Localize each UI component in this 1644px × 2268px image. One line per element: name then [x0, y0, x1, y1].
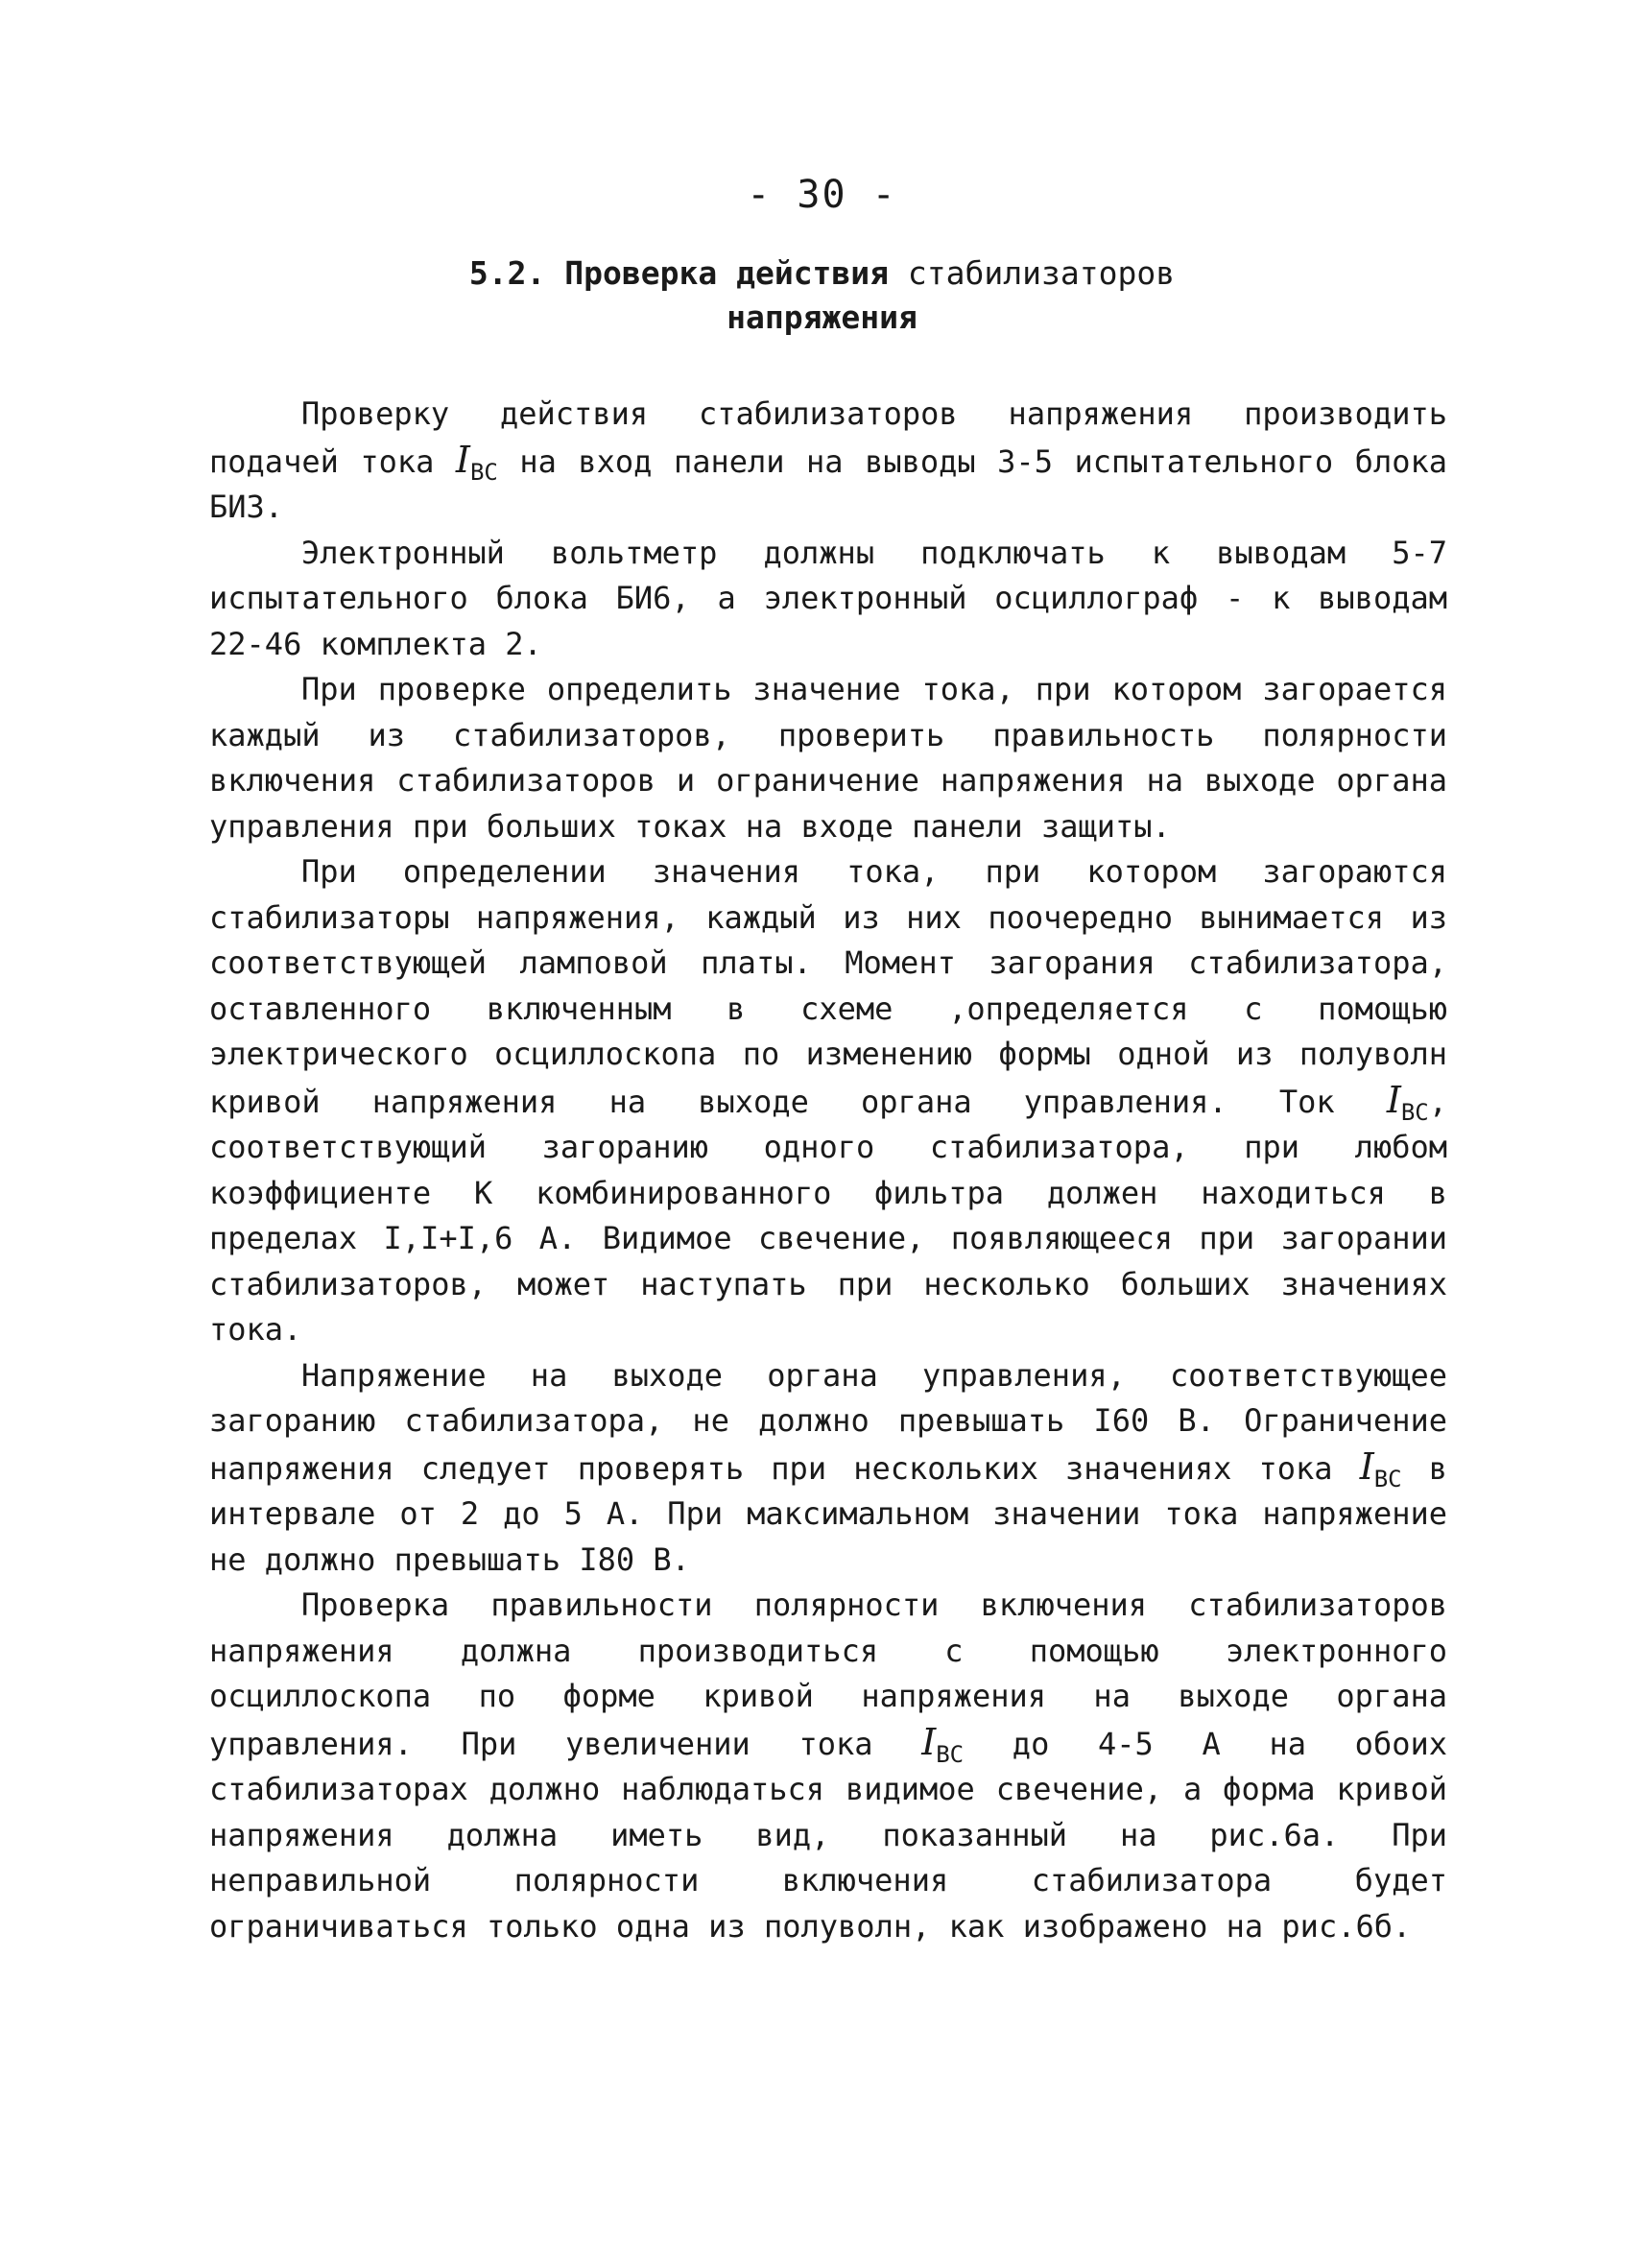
paragraph-4	[209, 849, 1447, 1353]
paragraph-4-part-b: , соответствующий загоранию одного стабилизатора, при любом коэффициенте К комбинированного фильтра должен находиться в пределах I,I+I,6 А. Видимое свечение, появляющееся при загорании стабилизаторов, может наступать при несколько больших значениях тока.	[209, 1083, 1447, 1348]
heading-title-bold: Проверка действия	[564, 254, 890, 292]
paragraph-3: При проверке определить значение тока, при котором загорается каждый из стабилизаторов, проверить правильность полярности включения стабилизаторов и ограничение напряжения на выходе органа управления при больших токах на входе панели защиты.	[209, 671, 1447, 845]
current-subscript: ВС	[1400, 1098, 1429, 1126]
current-symbol: I	[455, 438, 470, 481]
paragraph-1-part-b: на вход панели на выводы 3-5 испытательного блока БИЗ.	[209, 442, 1447, 525]
section-heading	[0, 251, 1644, 340]
current-subscript: ВС	[936, 1740, 965, 1768]
paragraph-5-part-a: Напряжение на выходе органа управления, соответствующее загоранию стабилизатора, не должно превышать I60 В. Ограничение напряжения следует проверять при нескольких значениях тока	[209, 1356, 1447, 1487]
paragraph-5	[209, 1353, 1447, 1584]
paragraph-1-part-a: Проверку действия стабилизаторов напряжения производить подачей тока	[209, 395, 1447, 480]
body-text	[209, 392, 1447, 1949]
heading-line-2: напряжения	[727, 298, 917, 336]
current-symbol: I	[1359, 1444, 1374, 1488]
current-symbol: I	[1386, 1078, 1401, 1121]
paragraph-2: Электронный вольтметр должны подключать к выводам 5-7 испытательного блока БИ6, а электронный осциллограф - к выводам 22-46 комплекта 2.	[209, 534, 1447, 662]
current-subscript: ВС	[469, 458, 498, 486]
current-subscript: ВС	[1373, 1465, 1402, 1492]
heading-title-rest: стабилизаторов	[907, 254, 1176, 292]
paragraph-6-part-b: до 4-5 А на обоих стабилизаторах должно наблюдаться видимое свечение, а форма кривой напряжения должна иметь вид, показанный на рис.6а. При неправильной полярности включения стабилизатора будет ограничиваться только одна из полуволн, как изображено на рис.6б.	[209, 1725, 1447, 1945]
paragraph-5-part-b: в интервале от 2 до 5 А. При максимальном значении тока напряжение не должно превышать I80 В.	[209, 1449, 1447, 1578]
paragraph-6	[209, 1583, 1447, 1949]
heading-line-1	[0, 251, 1644, 296]
paragraph-4-part-a: При определении значения тока, при котором загораются стабилизаторы напряжения, каждый из них поочередно вынимается из соответствующей ламповой платы. Момент загорания стабилизатора, оставленного включенным в схеме ,определяется с помощью электрического осциллоскопа по изменению формы одной из полуволн кривой напряжения на выходе органа управления. Ток	[209, 853, 1447, 1120]
section-number: 5.2.	[468, 254, 546, 292]
current-symbol: I	[921, 1720, 937, 1763]
paragraph-6-part-a: Проверка правильности полярности включения стабилизаторов напряжения должна производиться с помощью электронного осциллоскопа по форме кривой напряжения на выходе органа управления. При увеличении тока	[209, 1587, 1447, 1762]
page-number: - 30 -	[747, 173, 897, 217]
paragraph-1	[209, 392, 1447, 531]
